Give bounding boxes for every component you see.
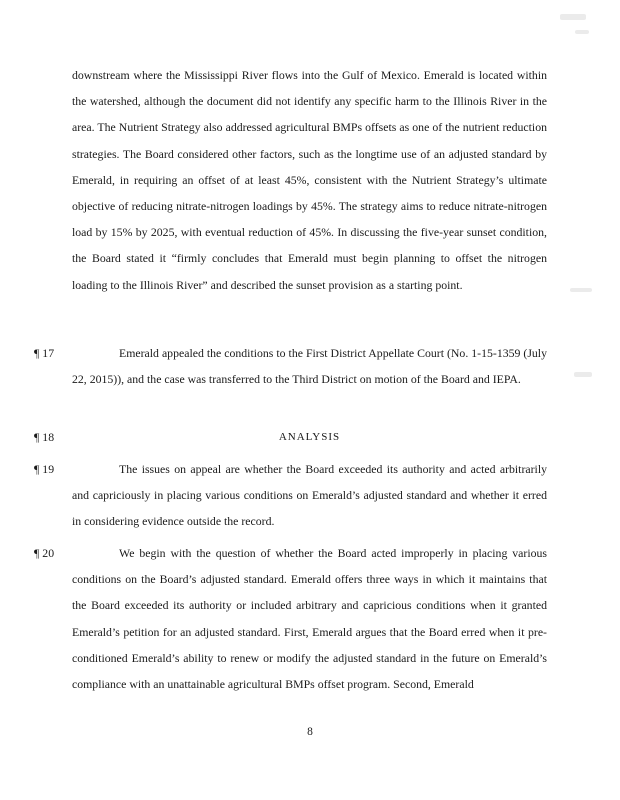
- paragraph-number-19: ¶ 19: [34, 462, 55, 476]
- paragraph-number-20: ¶ 20: [34, 546, 55, 560]
- paragraph-16-continuation: downstream where the Mississippi River flows into the Gulf of Mexico. Emerald is located within the watershed, although the document did not identify any specific harm to the Illinois River in the area. The Nutrient Strategy also addressed agricultural BMPs offsets as one of the nutrient reduction strategies. The Board considered other factors, such as the longtime use of an adjusted standard by Emerald, in requiring an offset of at least 45%, consistent with the Nutrient Strategy’s ultimate objective of reducing nitrate-nitrogen loadings by 45%. The strategy aims to reduce nitrate-nitrogen load by 15% by 2025, with eventual reduction of 45%. In discussing the five-year sunset condition, the Board stated it “firmly concludes that Emerald must begin planning to offset the nitrogen loading to the Illinois River” and described the sunset provision as a starting point.: [72, 68, 547, 292]
- scan-smudge-mid-2: [574, 372, 592, 377]
- scan-smudge-top: [560, 14, 586, 20]
- section-heading-analysis: ANALYSIS: [278, 431, 341, 443]
- scan-smudge-mid: [570, 288, 592, 292]
- paragraph-19: The issues on appeal are whether the Board exceeded its authority and acted arbitrarily and capriciously in placing various conditions on Emerald’s adjusted standard and whether it erred in considering evidence outside the record.: [72, 462, 547, 529]
- paragraph-number-18: ¶ 18: [34, 430, 55, 444]
- paragraph-17: Emerald appealed the conditions to the First District Appellate Court (No. 1-15-1359 (July 22, 2015)), and the case was transferred to the Third District on motion of the Board and IEPA.: [72, 346, 547, 387]
- page-number: 8: [307, 726, 313, 738]
- paragraph-20: We begin with the question of whether the Board acted improperly in placing various conditions on the Board’s adjusted standard. Emerald offers three ways in which it maintains that the Board exceeded its authority or included arbitrary and capricious conditions when it granted Emerald’s petition for an adjusted standard. First, Emerald argues that the Board erred when it pre-conditioned Emerald’s ability to renew or modify the adjusted standard in the future on Emerald’s compliance with an unattainable agricultural BMPs offset program. Second, Emerald: [72, 546, 547, 692]
- paragraph-number-17: ¶ 17: [34, 346, 55, 360]
- scan-smudge-top-2: [575, 30, 589, 34]
